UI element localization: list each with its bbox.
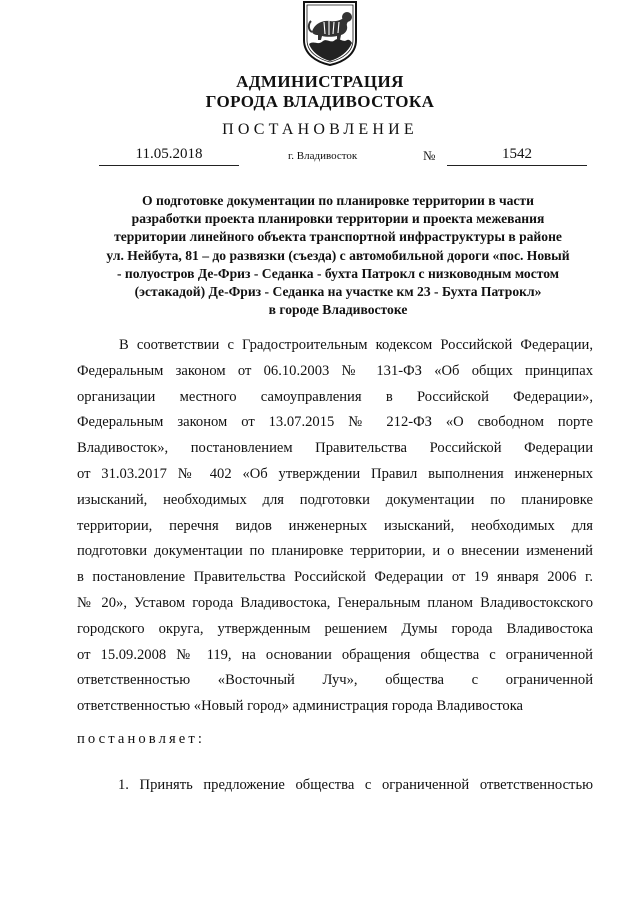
body-line: ответственностью «Новый город» администрация города Владивостока <box>77 698 524 715</box>
body-line: изысканий, необходимых для подготовки документации по планировке <box>77 491 593 508</box>
body-line: территории, перечня видов инженерных изысканий, необходимых для <box>77 517 593 534</box>
title-line: разработки проекта планировки территории и проекта межевания <box>131 211 545 227</box>
body-line: ответственностью «Восточный Луч», общества с ограниченной <box>77 672 593 689</box>
body-line: от 31.03.2017 № 402 «Об утверждении Правил выполнения инженерных <box>77 465 593 482</box>
number-label: № <box>423 148 436 163</box>
body-line: от 15.09.2008 № 119, на основании обращения общества с ограниченной <box>77 646 593 663</box>
document-city: г. Владивосток <box>288 150 358 162</box>
number-underline <box>447 165 587 166</box>
resolves-heading: постановляет: <box>77 731 205 747</box>
title-line: (эстакадой) Де-Фриз - Седанка на участке км 23 - Бухта Патрокл» <box>134 284 542 300</box>
preamble-paragraph <box>77 333 593 720</box>
document-meta-row <box>0 146 640 170</box>
body-line: Владивосток», постановлением Правительства Российской Федерации <box>77 440 593 457</box>
body-line: Федеральным законом от 13.07.2015 № 212-ФЗ «О свободном порте <box>77 414 593 431</box>
title-line: в городе Владивостоке <box>268 302 408 318</box>
title-line: ул. Нейбута, 81 – до развязки (съезда) с автомобильной дороги «пос. Новый <box>106 247 570 263</box>
title-line: территории линейного объекта транспортной инфраструктуры в районе <box>114 229 562 245</box>
title-line: - полуостров Де-Фриз - Седанка - бухта Патрокл с низководным мостом <box>116 265 560 281</box>
body-line: организации местного самоуправления в Российской Федерации», <box>77 388 593 405</box>
body-line: подготовки документации по планировке территории, и о внесении изменений <box>77 543 593 560</box>
body-line: Федеральным законом от 06.10.2003 № 131-ФЗ «Об общих принципах <box>77 362 593 379</box>
organization-name-line2: ГОРОДА ВЛАДИВОСТОКА <box>205 92 435 111</box>
title-line: О подготовке документации по планировке территории в части <box>142 193 534 208</box>
document-date: 11.05.2018 <box>135 146 203 162</box>
body-line: в постановление Правительства Российской Федерации от 19 января 2006 г. <box>77 569 593 586</box>
document-type: ПОСТАНОВЛЕНИЕ <box>222 121 418 138</box>
document-title <box>68 192 608 319</box>
coat-of-arms-icon <box>298 0 362 66</box>
organization-name-line1: АДМИНИСТРАЦИЯ <box>236 72 404 91</box>
body-line: городского округа, утвержденным решением Думы города Владивостока <box>77 620 593 637</box>
body-line: В соответствии с Градостроительным кодексом Российской Федерации, <box>119 337 593 353</box>
resolution-item-1: 1. Принять предложение общества с ограниченной ответственностью <box>118 777 593 793</box>
body-line: № 20», Уставом города Владивостока, Генеральным планом Владивостокского <box>77 594 593 611</box>
date-underline <box>99 165 239 166</box>
document-number: 1542 <box>502 146 532 162</box>
